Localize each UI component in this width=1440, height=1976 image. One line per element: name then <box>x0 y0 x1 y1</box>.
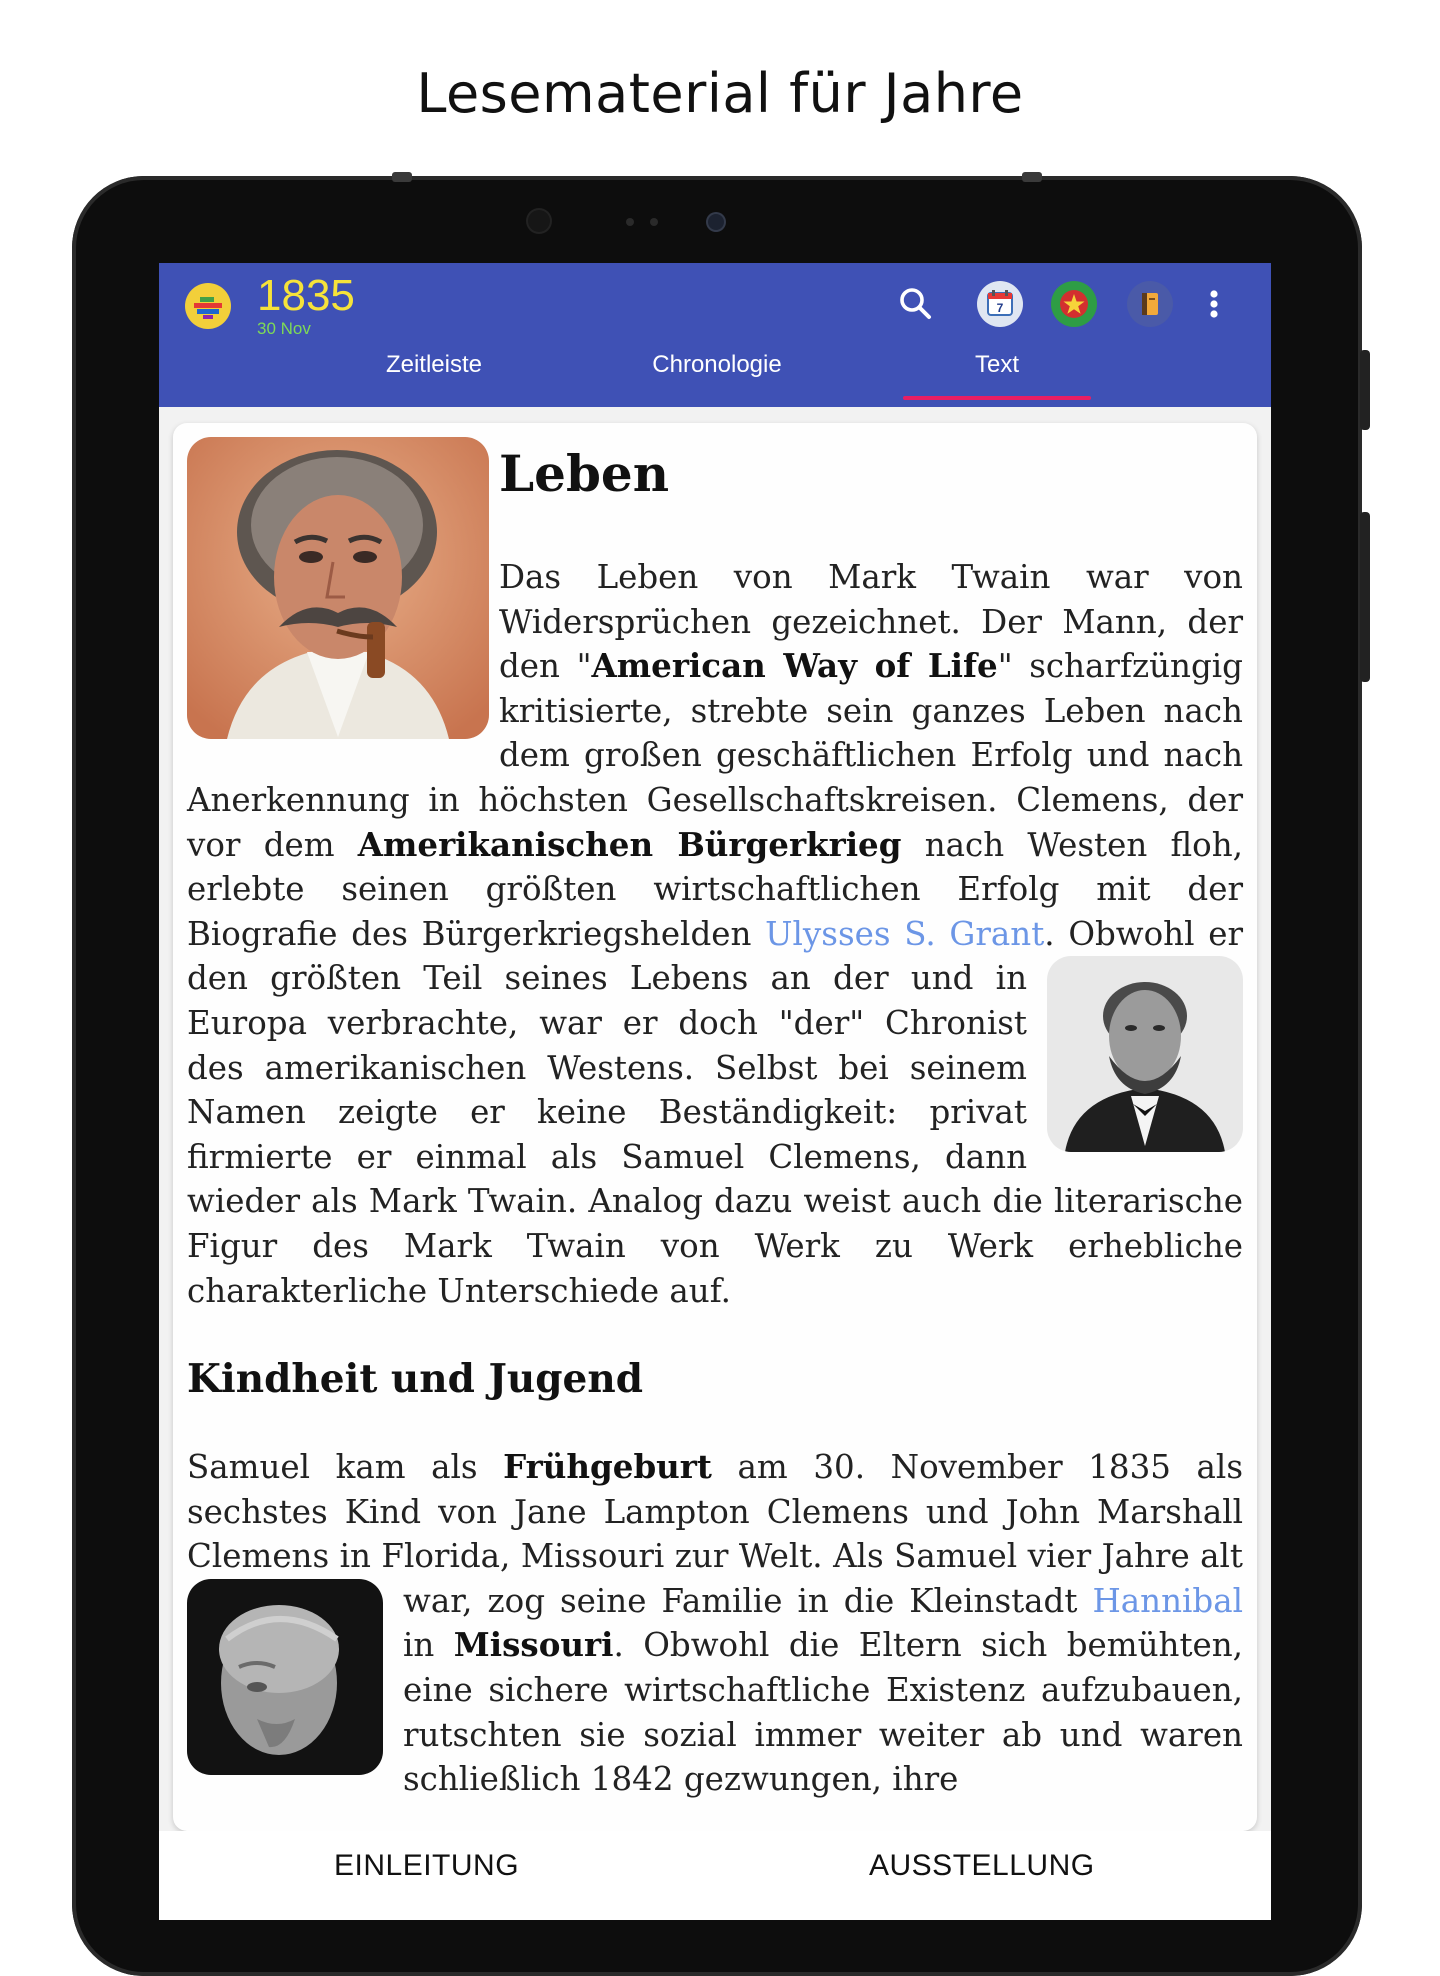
tab-chronologie[interactable]: Chronologie <box>652 351 782 378</box>
bold-text: Amerikanischen Bürgerkrieg <box>357 824 902 864</box>
current-year[interactable]: 1835 <box>257 271 355 320</box>
text-run: nach Westen floh, erlebte seinen größten wirtschaftlichen Erfolg mit der Biografie des Bürgerkriegshelden <box>187 825 1243 953</box>
heading-leben: Leben <box>499 444 670 503</box>
flag-badge-icon[interactable] <box>1051 281 1097 327</box>
app-logo-icon[interactable] <box>185 283 231 329</box>
bold-text: Frühgeburt <box>503 1447 712 1487</box>
current-date: 30 Nov <box>257 319 311 338</box>
app-bar <box>159 263 1271 407</box>
page-headline: Lesematerial für Jahre <box>416 62 1024 125</box>
text-run: . Obwohl die Eltern sich bemühten, eine sichere wirtschaftliche Existenz aufzubauen, rutschten sie sozial immer weiter ab und waren schließlich 1842 gezwungen, ihre <box>403 1626 1243 1799</box>
bold-text: Missouri <box>453 1625 614 1665</box>
active-tab-indicator <box>903 396 1091 400</box>
text-run: Samuel kam als <box>187 1448 504 1487</box>
tablet-volume-button <box>1360 512 1370 682</box>
sensor-dot <box>626 218 634 226</box>
text-run: Das Leben von Mark Twain war von Widersprüchen gezeichnet. Der Mann, der den " <box>499 558 1243 686</box>
text-run: " scharfzüngig kritisierte, strebte sein ganzes Leben nach dem großen geschäftlichen Erfolg und nach Anerkennung in höchsten Gesellschaftskreisen. Clemens, der vor dem <box>187 647 1243 864</box>
ulysses-grant-portrait[interactable] <box>1047 956 1243 1152</box>
tab-text[interactable]: Text <box>974 351 1019 378</box>
bold-text: American Way of Life <box>591 646 998 686</box>
mark-twain-portrait[interactable] <box>187 437 489 739</box>
more-vert-icon[interactable] <box>1199 281 1229 327</box>
light-sensor <box>708 214 724 230</box>
calendar-icon[interactable] <box>977 281 1023 327</box>
article-body <box>187 437 1243 1802</box>
text-run: am 30. November 1835 als sechstes Kind von Jane Lampton Clemens und John Marshall Clemens in Florida, Missouri zur Welt. Als Samuel vier Jahre alt war, zog seine Familie in die Kleinstadt <box>187 1448 1243 1620</box>
tablet-power-button <box>1360 350 1370 430</box>
sensor-dot <box>650 218 658 226</box>
link-ulysses-grant[interactable]: Ulysses S. Grant <box>765 914 1045 953</box>
ausstellung-button[interactable]: AUSSTELLUNG <box>869 1849 1095 1882</box>
tablet-top-button-left <box>392 172 412 182</box>
tab-zeitleiste[interactable]: Zeitleiste <box>385 351 483 378</box>
heading-kindheit: Kindheit und Jugend <box>187 1356 643 1403</box>
link-hannibal[interactable]: Hannibal <box>1092 1581 1243 1620</box>
paragraph-kindheit <box>187 1445 1243 1802</box>
calendar-day-text: 7 <box>996 301 1004 315</box>
text-run: in <box>403 1626 454 1665</box>
article-card[interactable] <box>173 423 1257 1831</box>
book-icon[interactable] <box>1127 281 1173 327</box>
device-screen <box>159 263 1271 1920</box>
search-icon[interactable] <box>893 281 939 327</box>
front-camera <box>528 210 550 232</box>
einleitung-button[interactable]: EINLEITUNG <box>334 1849 520 1882</box>
text-run: und in Europa verbrachte, war er doch "der" Chronist des amerikanischen Westens. Selbst bei seinem Namen zeigte er keine Beständigkeit: privat firmierte er einmal als Samuel Clemens, dann wieder als Mark Twain. Analog dazu weist auch die literarische Figur des Mark Twain von Werk zu Werk erhebliche charakterliche Unterschiede auf. <box>187 959 1243 1310</box>
bottom-navigation <box>159 1831 1271 1920</box>
tablet-top-button-right <box>1022 172 1042 182</box>
text-run: . Obwohl er den größten Teil seines Lebens an der <box>187 914 1243 998</box>
hannibal-bust-image[interactable] <box>187 1579 383 1775</box>
